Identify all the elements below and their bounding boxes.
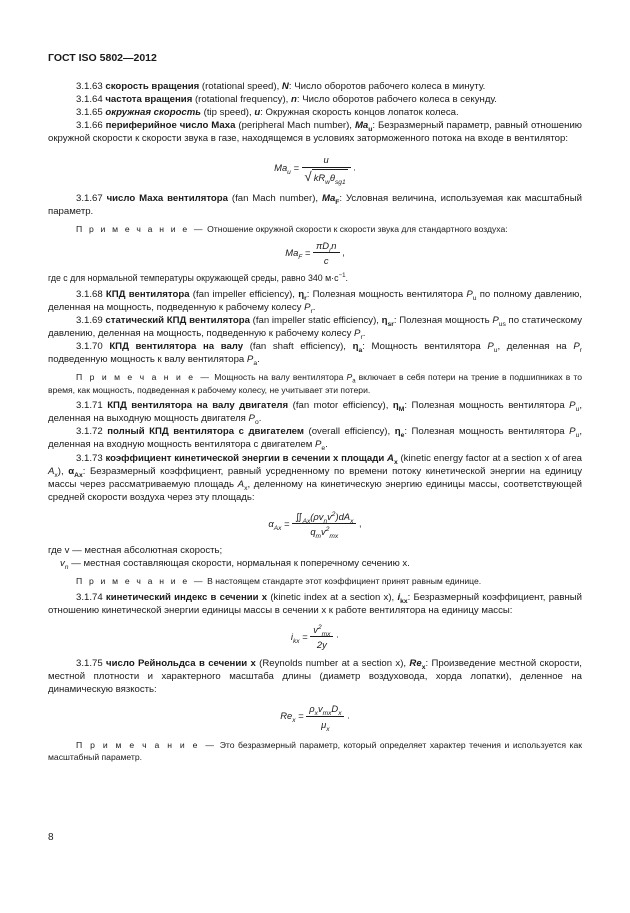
- clause-3-1-67: 3.1.67 число Маха вентилятора (fan Mach number), $Ma_F$: Условная величина, используемая как масштабный параметр.: [48, 192, 582, 217]
- clause-3-1-75: 3.1.75 число Рейнольдса в сечении x (Reynolds number at a section x), $Re_x$: Произведение местной скорости, местной плотности и характерного масштаба длины (диаметр воздуховода, хорда лопатки), деленное на динамическую вязкость:: [48, 658, 582, 696]
- clause-3-1-68: 3.1.68 КПД вентилятора (fan impeller efficiency), $\eta_r$: Полезная мощность вентилятора $P_u$ по полному давлению, деленная на мощность, подведенную к рабочему колесу $P_r$.: [48, 288, 582, 315]
- where-v: где v — местная абсолютная скорость;: [48, 545, 223, 557]
- clause-3-1-64: 3.1.64 частота вращения (rotational frequency), n: Число оборотов рабочего колеса в секунду.: [76, 94, 497, 106]
- page-number: 8: [48, 832, 54, 843]
- formula-mach-f: $Ma_F$ = $\frac{\pi D_rn}{c}$ ,: [285, 240, 345, 267]
- clause-3-1-71: 3.1.71 КПД вентилятора на валу двигателя (fan motor efficiency), $\eta_M$: Полезная мощность вентилятора $P_u$, деленная на выходную мощность двигателя $P_o$.: [48, 400, 582, 427]
- clause-3-1-65: 3.1.65 окружная скорость (tip speed), u: Окружная скорость концов лопаток колеса.: [76, 107, 459, 119]
- formula-mach-u: $Ma_u$ = $\frac{u}{√ kR_w\theta_{sg1}}$ .: [274, 154, 356, 186]
- note-speed-of-sound: где c для нормальной температуры окружающей среды, равно 340 $м\cdot с^{-1}$.: [48, 271, 348, 283]
- formula-alpha-ax: $\alpha_{Ax}$ = $\frac{∬_{Ax}(\rho v_nv^2)dA_x}{q_mv^2_{mx}}$ ,: [268, 510, 362, 540]
- clause-3-1-69: 3.1.69 статический КПД вентилятора (fan impeller static efficiency), $\eta_{sr}$: Полезная мощность $P_{us}$ по статическому давлению, деленная на мощность, подведенную к рабочему колесу $P_r$.: [48, 314, 583, 341]
- where-vn: $v_n$ — местная составляющая скорости, нормальная к поперечному сечению x.: [60, 558, 410, 572]
- formula-kinetic-index: $i_{kx}$ = $\frac{v^2_{mx}}{2y}$ ·: [290, 623, 340, 651]
- clause-3-1-66: 3.1.66 периферийное число Маха (peripheral Mach number), $Ma_u$: Безразмерный параметр, равный отношению окружной скорости к скорости звука в газе, находящемся в условиях заторможенного потока на входе в вентилятор:: [48, 120, 582, 145]
- document-body: [48, 80, 582, 767]
- note-coefficient-unity: П р и м е ч а н и е — В настоящем стандарте этот коэффициент принят равным единице.: [76, 576, 482, 587]
- document-header: ГОСТ ISO 5802—2012: [48, 52, 157, 64]
- clause-3-1-70: 3.1.70 КПД вентилятора на валу (fan shaft efficiency), $\eta_a$: Мощность вентилятора $P_u$, деленная на $P_r$ подведенную мощность к валу вентилятора $P_a$.: [48, 341, 583, 367]
- note-shaft-power: П р и м е ч а н и е — Мощность на валу вентилятора $P_a$ включает в себя потери на трение в подшипниках в то время, как мощность, подведенная к рабочему колесу, не учитывает эти потери.: [48, 372, 582, 395]
- formula-reynolds: $Re_x$ = $\frac{\rho_xv_{mx}D_x}{\mu_x}$ .: [280, 703, 350, 733]
- clause-3-1-74: 3.1.74 кинетический индекс в сечении x (kinetic index at a section x), $i_{kx}$: Безразмерный коэффициент, равный отношению кинетической энергии единицы массы в сечении x к работе вентилятора на единицу массы:: [48, 591, 583, 616]
- note-mach-standard-air: П р и м е ч а н и е — Отношение окружной скорости к скорости звука для стандартного воздуха:: [76, 223, 508, 234]
- clause-3-1-63: 3.1.63 скорость вращения (rotational speed), N: Число оборотов рабочего колеса в минуту.: [76, 81, 486, 92]
- clause-3-1-72: 3.1.72 полный КПД вентилятора с двигателем (overall efficiency), $\eta_e$: Полезная мощность вентилятора $P_u$, деленная на входную мощность вентилятора с двигателем $P_e$.: [48, 426, 582, 453]
- note-reynolds: П р и м е ч а н и е — Это безразмерный параметр, который определяет характер течения и используется как масштабный параметр.: [48, 739, 583, 763]
- clause-3-1-73: 3.1.73 коэффициент кинетической энергии в сечении x площади $A_x$ (kinetic energy factor at a section x of area $A_x$), $\alpha_{Ax}$: Безразмерный коэффициент, равный усредненному по времени потоку кинетической энергии на единицу массы через рассматриваемую площадь $A_x$, деленному на кинетическую энергию единицы массы, соответствующей средней скорости воздуха через эту площадь:: [48, 452, 582, 503]
